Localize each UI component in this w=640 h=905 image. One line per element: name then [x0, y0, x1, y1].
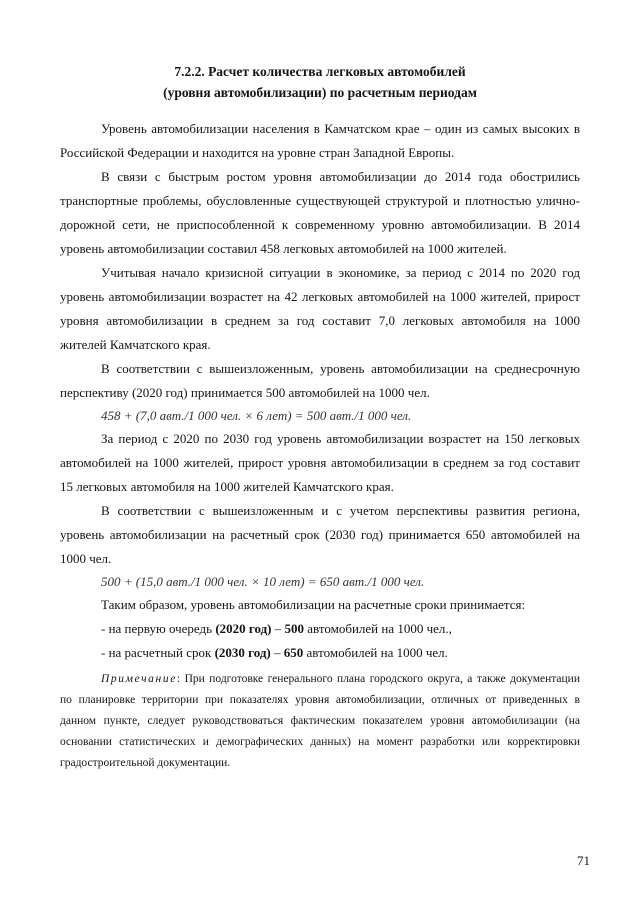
section-title-line-2: (уровня автомобилизации) по расчетным периодам — [163, 85, 477, 100]
paragraph-conclusion: Таким образом, уровень автомобилизации на расчетные сроки принимается: — [101, 597, 526, 612]
paragraph-motorization-level: Уровень автомобилизации населения в Камчатском крае – один из самых высоких в Российской Федерации и находится на уровне стран Западной Европы. — [60, 121, 580, 160]
section-title-line-1: 7.2.2. Расчет количества легковых автомобилей — [174, 64, 466, 79]
note-paragraph — [60, 669, 580, 774]
paragraph-transport-problems: В связи с быстрым ростом уровня автомобилизации до 2014 года обострились транспортные проблемы, обусловленные существующей структурой и плотностью улично-дорожной сети, не приспособленной к современному уровню автомобилизации. В 2014 уровень автомобилизации составил 458 легковых автомобилей на 1000 жителей. — [60, 169, 580, 256]
bullet-first-stage: - на первую очередь (2020 год) – 500 автомобилей на 1000 чел., — [101, 621, 452, 636]
bullet-estimated-term: - на расчетный срок (2030 год) – 650 автомобилей на 1000 чел. — [101, 645, 448, 660]
paragraph-mid-term: В соответствии с вышеизложенным, уровень автомобилизации на среднесрочную перспективу (2020 год) принимается 500 автомобилей на 1000 чел. — [60, 361, 580, 400]
body-text — [60, 117, 580, 774]
formula-2020: 458 + (7,0 авт./1 000 чел. × 6 лет) = 500 авт./1 000 чел. — [101, 408, 412, 423]
formula-2030: 500 + (15,0 авт./1 000 чел. × 10 лет) = 650 авт./1 000 чел. — [101, 574, 425, 589]
paragraph-long-term: В соответствии с вышеизложенным и с учетом перспективы развития региона, уровень автомобилизации на расчетный срок (2030 год) принимается 650 автомобилей на 1000 чел. — [60, 503, 580, 566]
note-text: : При подготовке генерального плана городского округа, а также документации по планировке территории при показателях уровня автомобилизации, отличных от приведенных в данном пункте, следует руководствоваться фактическим показателем уровня автомобилизации (на основании статистических и демографических данных) на момент разработки или корректировки градостроительной документации. — [60, 673, 580, 769]
page-number: 71 — [577, 853, 590, 868]
paragraph-crisis-forecast: Учитывая начало кризисной ситуации в экономике, за период с 2014 по 2020 год уровень автомобилизации возрастет на 42 легковых автомобилей на 1000 жителей, прирост уровня автомобилизации в среднем за год составит 7,0 легковых автомобиля на 1000 жителей Камчатского края. — [60, 265, 580, 352]
note-label: Примечание — [101, 673, 177, 685]
paragraph-2020-2030: За период с 2020 по 2030 год уровень автомобилизации возрастет на 150 легковых автомобилей на 1000 жителей, прирост уровня автомобилизации в среднем за год составит 15 легковых автомобиля на 1000 жителей Камчатского края. — [60, 431, 580, 494]
